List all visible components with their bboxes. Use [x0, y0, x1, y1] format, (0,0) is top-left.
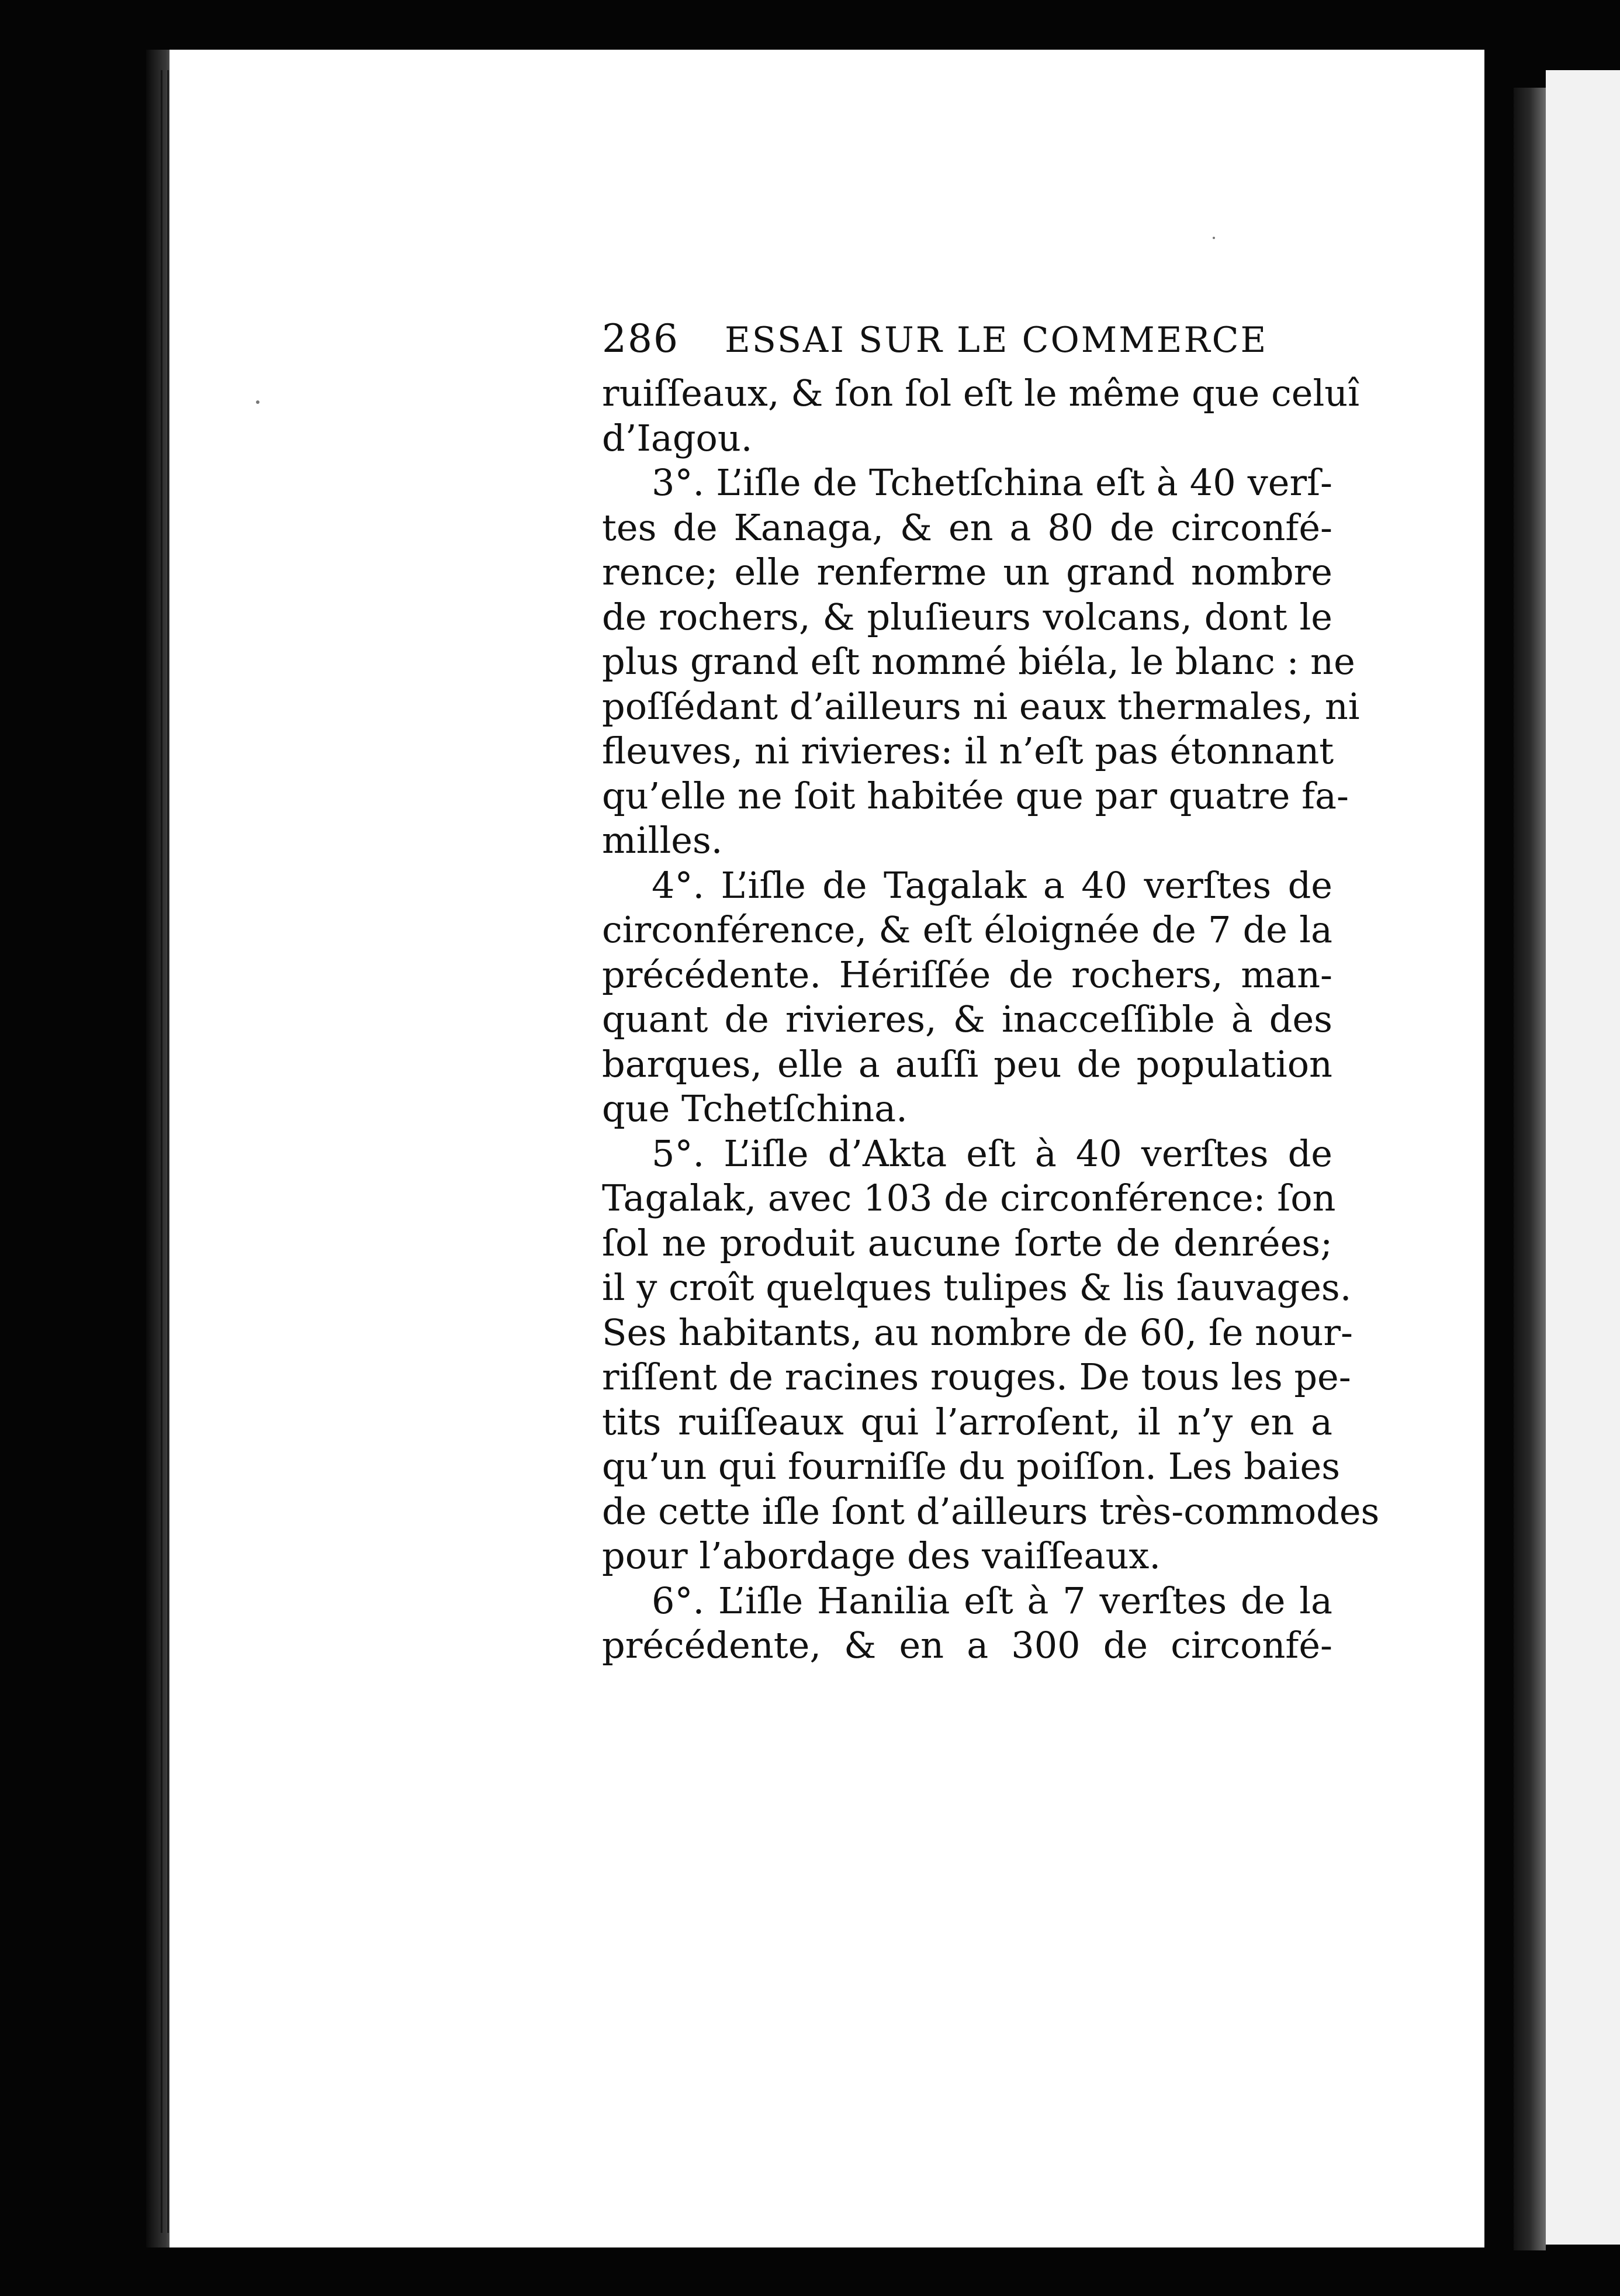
- text-line: précédente, & en a 300 de circonfé-: [602, 1624, 1332, 1666]
- running-head: [602, 307, 1332, 371]
- paper-speck: [1213, 237, 1215, 239]
- text-line: de rochers, & pluſieurs volcans, dont le: [602, 595, 1332, 638]
- text-line: 3°. L’iſle de Tchetſchina eſt à 40 verſ-: [652, 461, 1332, 504]
- text-line: ruiſſeaux, & ſon ſol eſt le même que celuî: [602, 372, 1360, 414]
- text-line: pour l’abordage des vaiſſeaux.: [602, 1534, 1161, 1577]
- text-line: barques, elle a auſſi peu de population: [602, 1042, 1332, 1085]
- text-line: fleuves, ni rivieres: il n’eſt pas étonnant: [602, 729, 1334, 772]
- text-line: Ses habitants, au nombre de 60, ſe nour-: [602, 1310, 1353, 1354]
- running-title: ESSAI SUR LE COMMERCE: [724, 320, 1268, 361]
- paper-speck: [256, 400, 259, 404]
- text-line: 6°. L’iſle Hanilia eſt à 7 verſtes de la: [652, 1579, 1332, 1622]
- text-line: rence; elle renferme un grand nombre: [602, 551, 1332, 593]
- text-line: tits ruiſſeaux qui l’arroſent, il n’y en a: [602, 1400, 1332, 1443]
- page-number: 286: [602, 316, 679, 361]
- text-line: tes de Kanaga, & en a 80 de circonfé-: [602, 506, 1332, 549]
- text-line: il y croît quelques tulipes & lis ſauvages.: [602, 1266, 1352, 1309]
- text-line: Tagalak, avec 103 de circonférence: ſon: [602, 1177, 1336, 1219]
- text-line: 4°. L’iſle de Tagalak a 40 verſtes de: [652, 863, 1332, 907]
- text-line: quant de rivieres, & inacceſſible à des: [602, 998, 1332, 1040]
- text-line: qu’elle ne ſoit habitée que par quatre fa-: [602, 774, 1349, 817]
- text-line: d’Iagou.: [602, 416, 753, 459]
- text-line: plus grand eſt nommé biéla, le blanc : ne: [602, 640, 1355, 683]
- text-line: que Tchetſchina.: [602, 1087, 908, 1130]
- text-line: circonférence, & eſt éloignée de 7 de la: [602, 908, 1332, 951]
- text-line: poſſédant d’ailleurs ni eaux thermales, ni: [602, 684, 1360, 728]
- body-text: [602, 371, 1380, 1668]
- text-line: précédente. Hériſſée de rochers, man-: [602, 953, 1332, 996]
- text-line: 5°. L’iſle d’Akta eſt à 40 verſtes de: [652, 1132, 1332, 1175]
- facing-page-edge: [1514, 88, 1546, 2250]
- text-line: ſol ne produit aucune ſorte de denrées;: [602, 1221, 1332, 1264]
- text-line: milles.: [602, 819, 723, 862]
- text-line: riſſent de racines rouges. De tous les pe-: [602, 1356, 1351, 1398]
- page-text: [602, 307, 1380, 1668]
- text-line: qu’un qui fourniſſe du poiſſon. Les baies: [602, 1445, 1341, 1488]
- facing-page: [1546, 70, 1620, 2245]
- text-line: de cette iſle ſont d’ailleurs très-commodes: [602, 1489, 1380, 1533]
